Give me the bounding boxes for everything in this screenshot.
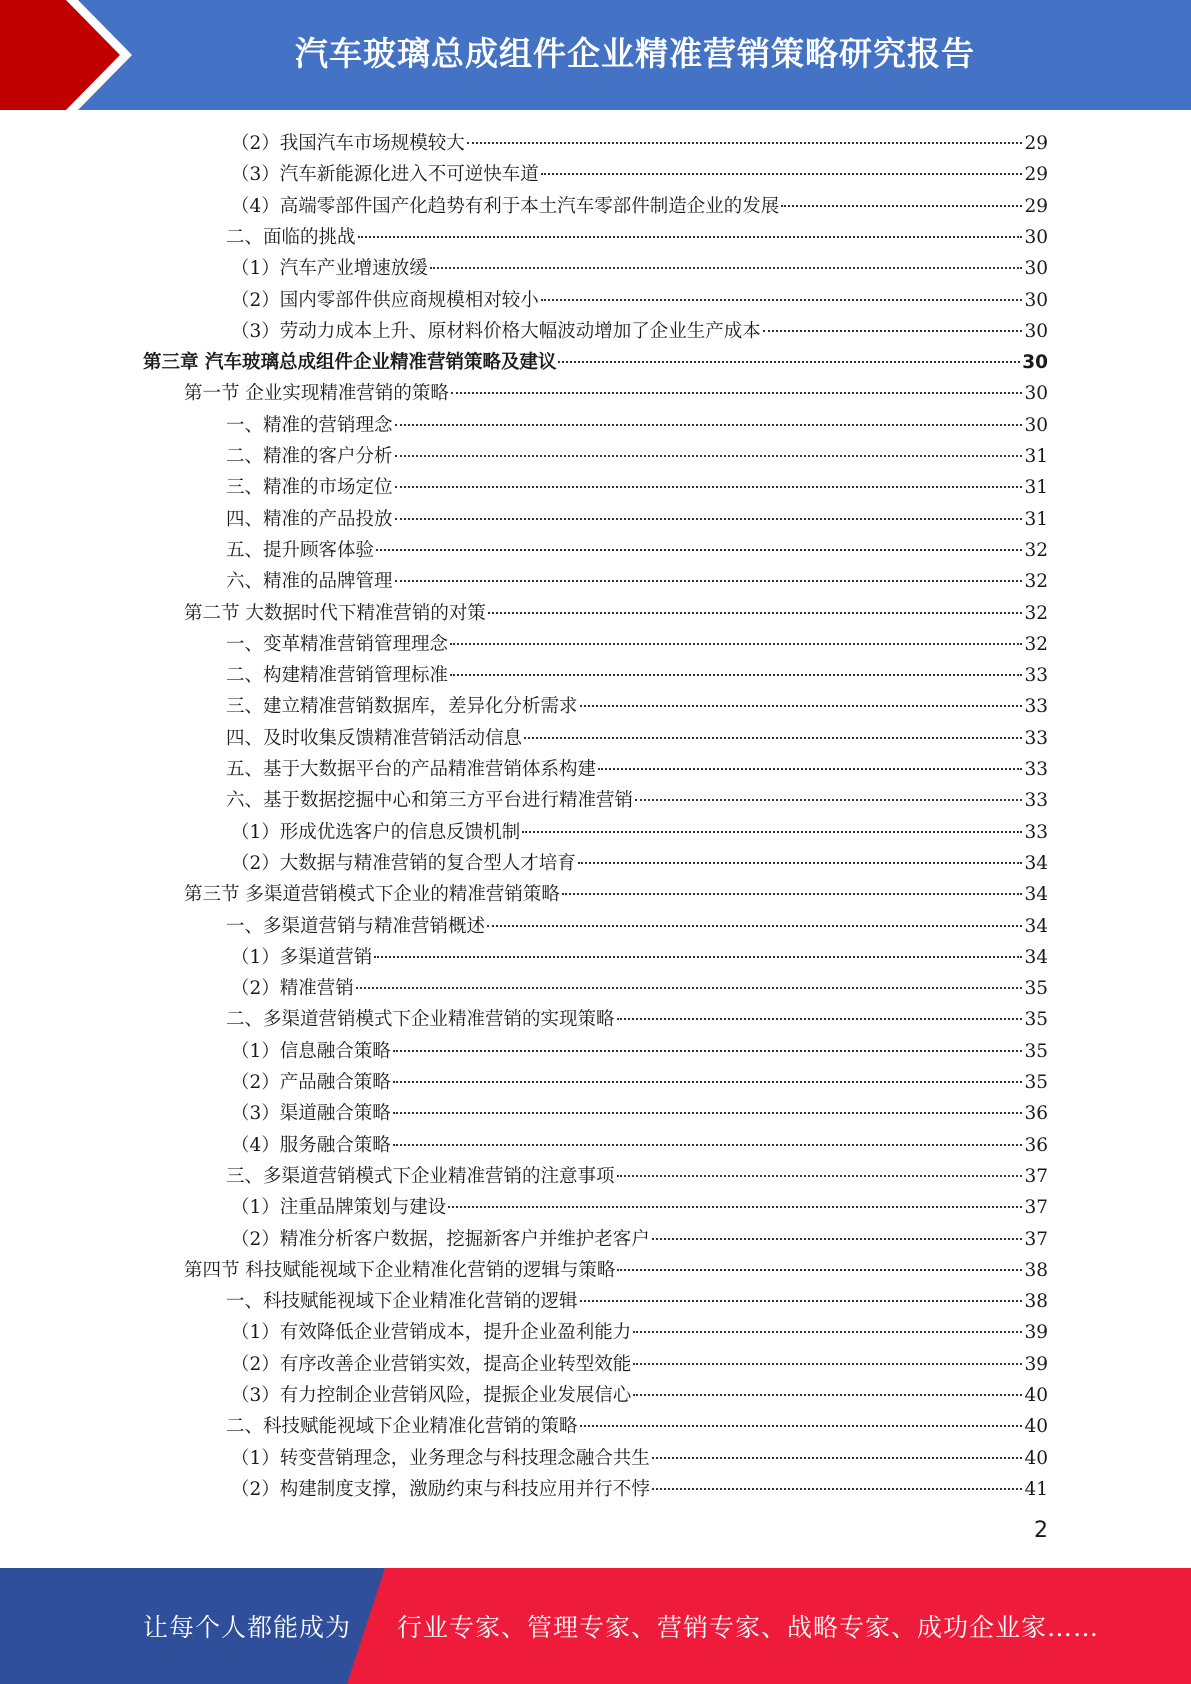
toc-entry-page: 29 — [1024, 195, 1048, 217]
toc-entry-title: 第一节 企业实现精准营销的策略 — [184, 383, 449, 405]
toc-entry-page: 35 — [1024, 1072, 1048, 1093]
toc-entry-page: 30 — [1024, 289, 1048, 311]
page-footer — [0, 1568, 1191, 1684]
toc-leader-dots — [356, 986, 1023, 989]
toc-entry-page: 39 — [1024, 1322, 1048, 1344]
toc-entry-page: 30 — [1024, 320, 1048, 342]
toc-leader-dots — [598, 767, 1022, 770]
toc-entry[interactable] — [231, 1224, 1048, 1255]
toc-leader-dots — [578, 861, 1023, 864]
toc-entry-page: 31 — [1024, 508, 1048, 530]
toc-leader-dots — [395, 454, 1023, 457]
toc-entry-page: 37 — [1024, 1228, 1048, 1250]
toc-entry[interactable] — [231, 1349, 1048, 1380]
toc-entry[interactable] — [226, 535, 1048, 566]
toc-entry-page: 29 — [1024, 133, 1048, 154]
toc-entry-title: 一、精准的营销理念 — [226, 414, 393, 436]
toc-entry-title: （4）高端零部件国产化趋势有利于本土汽车零部件制造企业的发展 — [231, 195, 780, 217]
toc-entry-page: 37 — [1024, 1165, 1048, 1187]
toc-entry-title: （2）我国汽车市场规模较大 — [231, 133, 465, 154]
toc-leader-dots — [562, 892, 1023, 895]
toc-entry[interactable] — [184, 378, 1048, 409]
toc-entry-title: 一、科技赋能视域下企业精准化营销的逻辑 — [226, 1291, 578, 1313]
toc-entry-page: 41 — [1024, 1478, 1048, 1500]
toc-entry[interactable] — [226, 691, 1048, 722]
toc-entry-page: 33 — [1024, 790, 1048, 812]
toc-leader-dots — [633, 1330, 1022, 1333]
toc-leader-dots — [652, 1487, 1023, 1490]
toc-entry[interactable] — [231, 1474, 1048, 1505]
footer-slogan-right: 行业专家、管理专家、营销专家、战略专家、成功企业家…… — [397, 1613, 1100, 1642]
toc-entry[interactable] — [226, 785, 1048, 816]
toc-leader-dots — [451, 391, 1023, 394]
toc-entry[interactable] — [226, 660, 1048, 691]
toc-entry-page: 29 — [1024, 164, 1048, 186]
toc-entry[interactable] — [226, 410, 1048, 441]
toc-entry-title: 三、精准的市场定位 — [226, 477, 393, 499]
toc-entry-page: 34 — [1024, 884, 1048, 906]
toc-leader-dots — [450, 673, 1022, 676]
toc-entry-title: （2）有序改善企业营销实效，提高企业转型效能 — [231, 1353, 632, 1375]
toc-entry-title: 四、精准的产品投放 — [226, 508, 393, 530]
toc-leader-dots — [617, 1017, 1023, 1020]
toc-entry-page: 40 — [1024, 1416, 1048, 1438]
toc-entry[interactable] — [231, 942, 1048, 973]
toc-entry-title: （4）服务融合策略 — [231, 1134, 391, 1156]
toc-entry-page: 32 — [1024, 633, 1048, 655]
toc-entry-title: （1）汽车产业增速放缓 — [231, 258, 428, 280]
toc-entry-title: 五、基于大数据平台的产品精准营销体系构建 — [226, 759, 597, 780]
toc-leader-dots — [633, 1362, 1022, 1365]
toc-leader-dots — [358, 235, 1023, 238]
toc-entry-title: 二、多渠道营销模式下企业精准营销的实现策略 — [226, 1009, 615, 1031]
toc-entry-title: 三、多渠道营销模式下企业精准营销的注意事项 — [226, 1165, 615, 1187]
toc-leader-dots — [781, 204, 1022, 207]
toc-entry-title: （2）精准营销 — [231, 978, 354, 1000]
toc-entry-page: 38 — [1024, 1259, 1048, 1281]
toc-leader-dots — [395, 485, 1023, 488]
toc-entry-title: 二、构建精准营销管理标准 — [226, 665, 449, 687]
toc-entry[interactable] — [231, 191, 1048, 222]
toc-entry-title: 六、精准的品牌管理 — [226, 571, 393, 593]
toc-entry-title: 二、精准的客户分析 — [226, 446, 393, 467]
toc-entry-title: 一、变革精准营销管理理念 — [226, 633, 449, 655]
toc-leader-dots — [580, 1424, 1023, 1427]
toc-entry-title: 二、科技赋能视域下企业精准化营销的策略 — [226, 1416, 578, 1438]
toc-leader-dots — [617, 1174, 1023, 1177]
toc-entry[interactable] — [226, 1411, 1048, 1442]
toc-entry-page: 33 — [1024, 727, 1048, 749]
toc-entry[interactable] — [231, 253, 1048, 284]
toc-entry-page: 36 — [1024, 1103, 1048, 1125]
toc-entry-page: 34 — [1024, 915, 1048, 937]
toc-leader-dots — [395, 423, 1023, 426]
toc-leader-dots — [763, 329, 1023, 332]
toc-entry-title: 五、提升顾客体验 — [226, 539, 375, 561]
toc-leader-dots — [487, 924, 1022, 927]
toc-entry-title: （2）大数据与精准营销的复合型人才培育 — [231, 852, 576, 874]
toc-leader-dots — [522, 830, 1022, 833]
toc-entry[interactable] — [184, 598, 1048, 629]
toc-entry-title: （2）精准分析客户数据，挖掘新客户并维护老客户 — [231, 1228, 650, 1250]
page-number: 2 — [1034, 1518, 1048, 1543]
toc-entry[interactable] — [226, 1286, 1048, 1317]
toc-entry[interactable] — [231, 1380, 1048, 1411]
toc-leader-dots — [541, 172, 1023, 175]
toc-entry-title: 三、建立精准营销数据库，差异化分析需求 — [226, 696, 578, 718]
toc-leader-dots — [580, 704, 1023, 707]
toc-entry-title: （1）形成优选客户的信息反馈机制 — [231, 821, 521, 843]
toc-entry-title: （2）国内零部件供应商规模相对较小 — [231, 289, 539, 311]
toc-entry[interactable] — [226, 504, 1048, 535]
toc-entry-title: 六、基于数据挖掘中心和第三方平台进行精准营销 — [226, 790, 634, 812]
toc-leader-dots — [652, 1237, 1023, 1240]
toc-entry[interactable] — [231, 285, 1048, 316]
toc-entry-page: 30 — [1024, 226, 1048, 248]
toc-entry[interactable] — [231, 128, 1048, 159]
toc-leader-dots — [448, 1205, 1022, 1208]
toc-entry-page: 34 — [1024, 946, 1048, 968]
page-header — [0, 0, 1191, 110]
toc-leader-dots — [617, 1268, 1022, 1271]
toc-entry-title: （3）有力控制企业营销风险，提振企业发展信心 — [231, 1385, 632, 1406]
toc-entry-title: 第三节 多渠道营销模式下企业的精准营销策略 — [184, 884, 560, 906]
toc-entry[interactable] — [226, 754, 1048, 785]
toc-entry-title: 第二节 大数据时代下精准营销的对策 — [184, 602, 486, 624]
toc-entry[interactable] — [143, 347, 1048, 378]
toc-entry-title: （2）产品融合策略 — [231, 1072, 391, 1093]
toc-entry-page: 39 — [1024, 1353, 1048, 1375]
toc-leader-dots — [580, 1299, 1023, 1302]
toc-leader-dots — [395, 579, 1023, 582]
toc-entry[interactable] — [184, 1255, 1048, 1286]
toc-entry-page: 38 — [1024, 1291, 1048, 1313]
toc-entry[interactable] — [226, 472, 1048, 503]
toc-leader-dots — [430, 266, 1023, 269]
toc-entry[interactable] — [226, 1161, 1048, 1192]
toc-leader-dots — [374, 955, 1022, 958]
toc-entry-page: 30 — [1024, 383, 1048, 405]
toc-leader-dots — [376, 548, 1022, 551]
toc-leader-dots — [633, 1393, 1022, 1396]
toc-entry-page: 35 — [1024, 1040, 1048, 1062]
toc-entry[interactable] — [226, 629, 1048, 660]
toc-entry[interactable] — [231, 848, 1048, 879]
toc-entry[interactable] — [226, 1004, 1048, 1035]
toc-leader-dots — [395, 517, 1023, 520]
toc-leader-dots — [558, 360, 1020, 363]
toc-entry-title: （1）多渠道营销 — [231, 946, 373, 968]
toc-entry-page: 35 — [1024, 1009, 1048, 1031]
toc-entry-title: （1）注重品牌策划与建设 — [231, 1197, 447, 1219]
toc-entry-page: 40 — [1024, 1385, 1048, 1406]
toc-entry-title: （1）信息融合策略 — [231, 1040, 391, 1062]
toc-entry[interactable] — [231, 973, 1048, 1004]
toc-entry-page: 40 — [1024, 1447, 1048, 1469]
toc-leader-dots — [393, 1080, 1023, 1083]
toc-entry-title: 一、多渠道营销与精准营销概述 — [226, 915, 486, 937]
toc-entry-page: 32 — [1024, 539, 1048, 561]
toc-leader-dots — [652, 1456, 1023, 1459]
toc-entry-page: 33 — [1024, 759, 1048, 780]
toc-entry-page: 32 — [1024, 571, 1048, 593]
toc-entry[interactable] — [231, 316, 1048, 347]
toc-leader-dots — [393, 1049, 1023, 1052]
toc-entry-title: （2）构建制度支撑，激励约束与科技应用并行不悖 — [231, 1478, 650, 1500]
toc-entry-page: 33 — [1024, 821, 1048, 843]
toc-entry-title: （3）汽车新能源化进入不可逆快车道 — [231, 164, 539, 186]
toc-entry[interactable] — [231, 159, 1048, 190]
toc-entry-page: 36 — [1024, 1134, 1048, 1156]
report-title: 汽车玻璃总成组件企业精准营销策略研究报告 — [295, 34, 975, 73]
toc-leader-dots — [393, 1143, 1023, 1146]
toc-entry[interactable] — [231, 1192, 1048, 1223]
toc-entry-page: 30 — [1022, 352, 1048, 374]
toc-entry-title: 第三章 汽车玻璃总成组件企业精准营销策略及建议 — [143, 352, 557, 374]
toc-entry[interactable] — [231, 817, 1048, 848]
toc-leader-dots — [541, 298, 1023, 301]
toc-entry-title: 第四节 科技赋能视域下企业精准化营销的逻辑与策略 — [184, 1259, 616, 1281]
toc-entry[interactable] — [231, 1317, 1048, 1348]
toc-entry-title: （3）渠道融合策略 — [231, 1103, 391, 1125]
toc-leader-dots — [450, 642, 1022, 645]
toc-leader-dots — [467, 141, 1023, 144]
toc-entry[interactable] — [231, 1098, 1048, 1129]
toc-entry-page: 35 — [1024, 978, 1048, 1000]
toc-entry-page: 30 — [1024, 258, 1048, 280]
toc-entry-page: 33 — [1024, 696, 1048, 718]
toc-entry-title: （3）劳动力成本上升、原材料价格大幅波动增加了企业生产成本 — [231, 320, 761, 342]
toc-entry-title: 四、及时收集反馈精准营销活动信息 — [226, 727, 523, 749]
toc-entry[interactable] — [184, 879, 1048, 910]
toc-entry[interactable] — [226, 441, 1048, 472]
footer-slogan-left: 让每个人都能成为 — [143, 1613, 352, 1642]
toc-entry[interactable] — [231, 1036, 1048, 1067]
toc-entry-title: （1）转变营销理念，业务理念与科技理念融合共生 — [231, 1447, 650, 1469]
toc-entry[interactable] — [226, 222, 1048, 253]
toc-entry-page: 31 — [1024, 446, 1048, 467]
toc-entry-page: 34 — [1024, 852, 1048, 874]
toc-leader-dots — [524, 736, 1022, 739]
toc-entry[interactable] — [231, 1067, 1048, 1098]
toc-entry[interactable] — [226, 566, 1048, 597]
toc-entry-page: 33 — [1024, 665, 1048, 687]
toc-entry[interactable] — [226, 723, 1048, 754]
toc-entry-title: （1）有效降低企业营销成本，提升企业盈利能力 — [231, 1322, 632, 1344]
toc-entry[interactable] — [231, 1130, 1048, 1161]
header-red-arrow — [0, 0, 150, 110]
toc-entry-page: 37 — [1024, 1197, 1048, 1219]
toc-leader-dots — [635, 798, 1022, 801]
toc-leader-dots — [488, 611, 1023, 614]
toc-entry-title: 二、面临的挑战 — [226, 226, 356, 248]
toc-entry[interactable] — [231, 1443, 1048, 1474]
toc-leader-dots — [393, 1111, 1023, 1114]
toc-entry-page: 32 — [1024, 602, 1048, 624]
toc-entry-page: 30 — [1024, 414, 1048, 436]
toc-entry[interactable] — [226, 911, 1048, 942]
toc-entry-page: 31 — [1024, 477, 1048, 499]
